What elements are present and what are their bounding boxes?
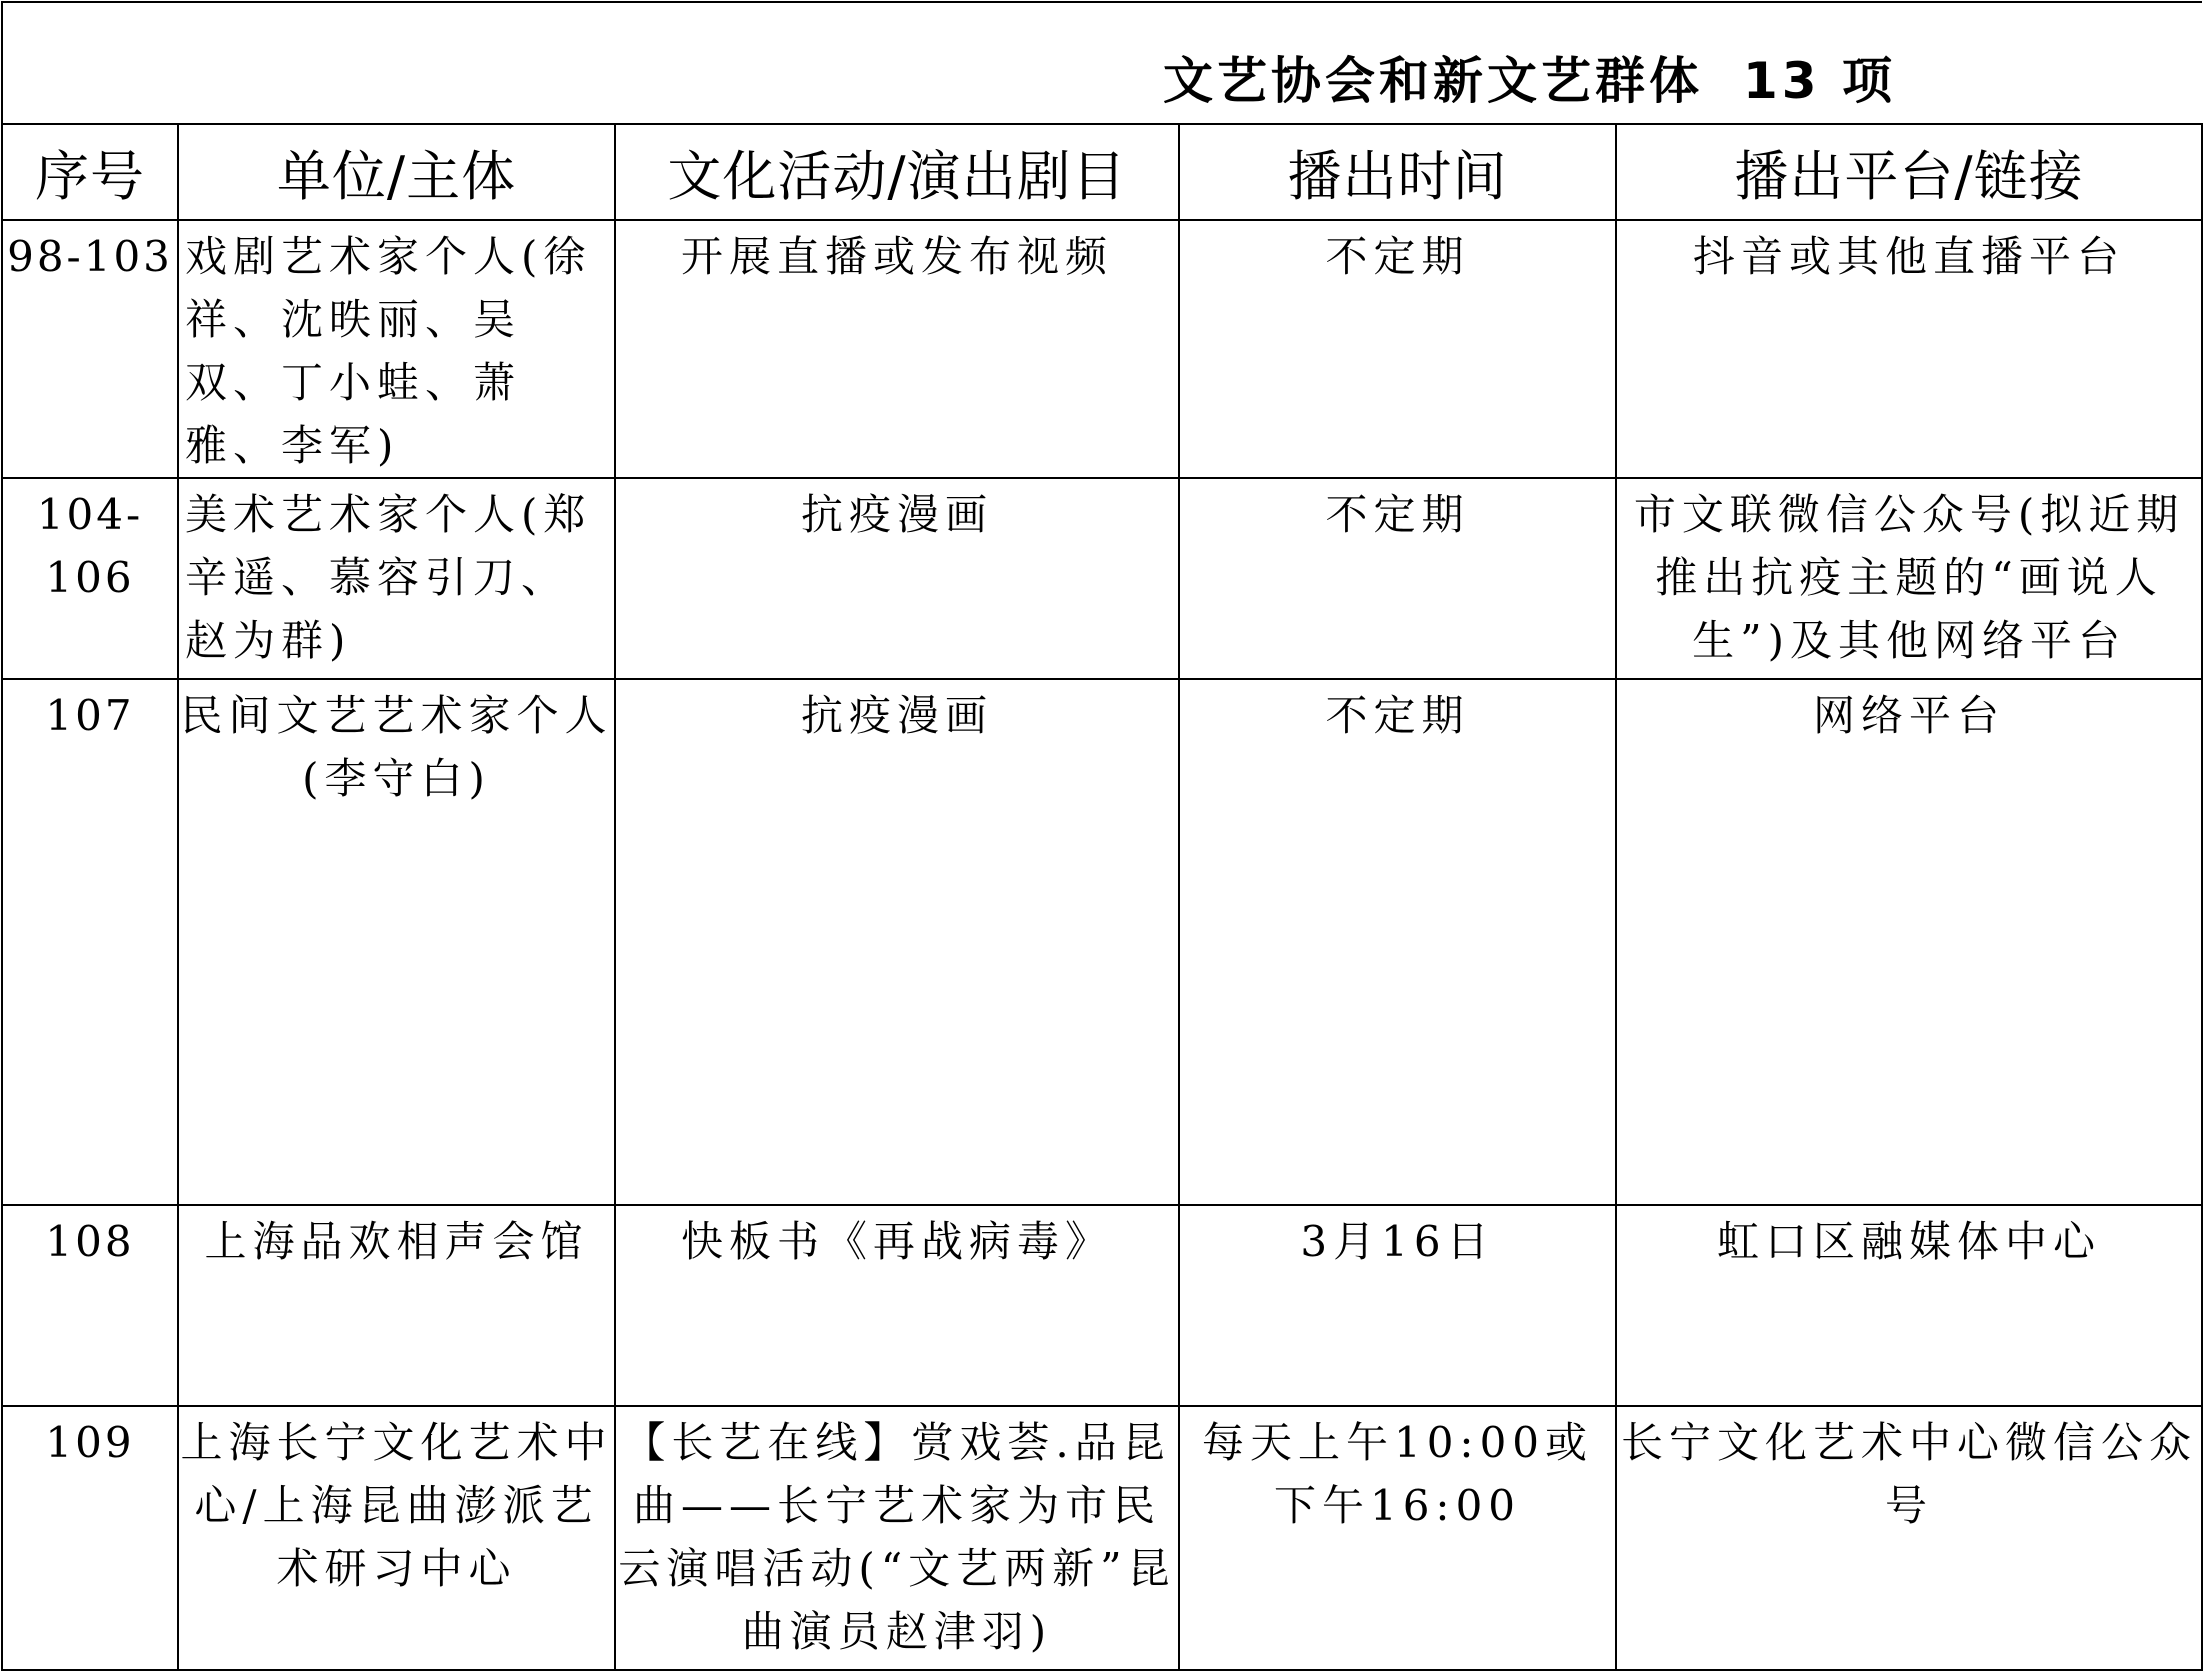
cell-unit: 戏剧艺术家个人(徐祥、沈昳丽、吴双、丁小蛙、萧雅、李军) (178, 220, 615, 478)
table-row (2, 1205, 2202, 1406)
table-title (1163, 41, 1896, 113)
header-unit: 单位/主体 (178, 124, 615, 220)
title-row (2, 2, 2202, 124)
cell-platform: 长宁文化艺术中心微信公众号 (1616, 1406, 2202, 1670)
cell-platform: 市文联微信公众号(拟近期推出抗疫主题的“画说人生”)及其他网络平台 (1616, 478, 2202, 679)
cell-activity: 抗疫漫画 (615, 478, 1179, 679)
cell-unit: 民间文艺艺术家个人(李守白) (178, 679, 615, 1205)
cell-time: 每天上午10:00或下午16:00 (1179, 1406, 1616, 1670)
cell-unit: 美术艺术家个人(郑辛遥、慕容引刀、赵为群) (178, 478, 615, 679)
cell-seq: 98-103 (2, 220, 178, 478)
cell-activity: 【长艺在线】赏戏荟.品昆曲——长宁艺术家为市民云演唱活动(“文艺两新”昆曲演员赵津羽) (615, 1406, 1179, 1670)
table-row (2, 478, 2202, 679)
cell-time: 不定期 (1179, 220, 1616, 478)
cell-time: 3月16日 (1179, 1205, 1616, 1406)
cell-platform: 抖音或其他直播平台 (1616, 220, 2202, 478)
table-row (2, 1406, 2202, 1670)
cell-platform: 网络平台 (1616, 679, 2202, 1205)
cell-seq: 108 (2, 1205, 178, 1406)
cell-time: 不定期 (1179, 478, 1616, 679)
cell-unit: 上海品欢相声会馆 (178, 1205, 615, 1406)
header-time: 播出时间 (1179, 124, 1616, 220)
table-row (2, 220, 2202, 478)
cell-seq: 104-106 (2, 478, 178, 679)
cell-seq: 109 (2, 1406, 178, 1670)
header-row (2, 124, 2202, 220)
cell-time: 不定期 (1179, 679, 1616, 1205)
cell-activity: 快板书《再战病毒》 (615, 1205, 1179, 1406)
cell-activity: 抗疫漫画 (615, 679, 1179, 1205)
header-seq: 序号 (2, 124, 178, 220)
header-activity: 文化活动/演出剧目 (615, 124, 1179, 220)
title-text: 文艺协会和新文艺群体 (1163, 52, 1703, 110)
program-table (1, 1, 2203, 1671)
cell-activity: 开展直播或发布视频 (615, 220, 1179, 478)
table-row (2, 679, 2202, 1205)
cell-platform: 虹口区融媒体中心 (1616, 1205, 2202, 1406)
title-count: 13 项 (1743, 52, 1896, 110)
cell-unit: 上海长宁文化艺术中心/上海昆曲澎派艺术研习中心 (178, 1406, 615, 1670)
header-platform: 播出平台/链接 (1616, 124, 2202, 220)
cell-seq: 107 (2, 679, 178, 1205)
